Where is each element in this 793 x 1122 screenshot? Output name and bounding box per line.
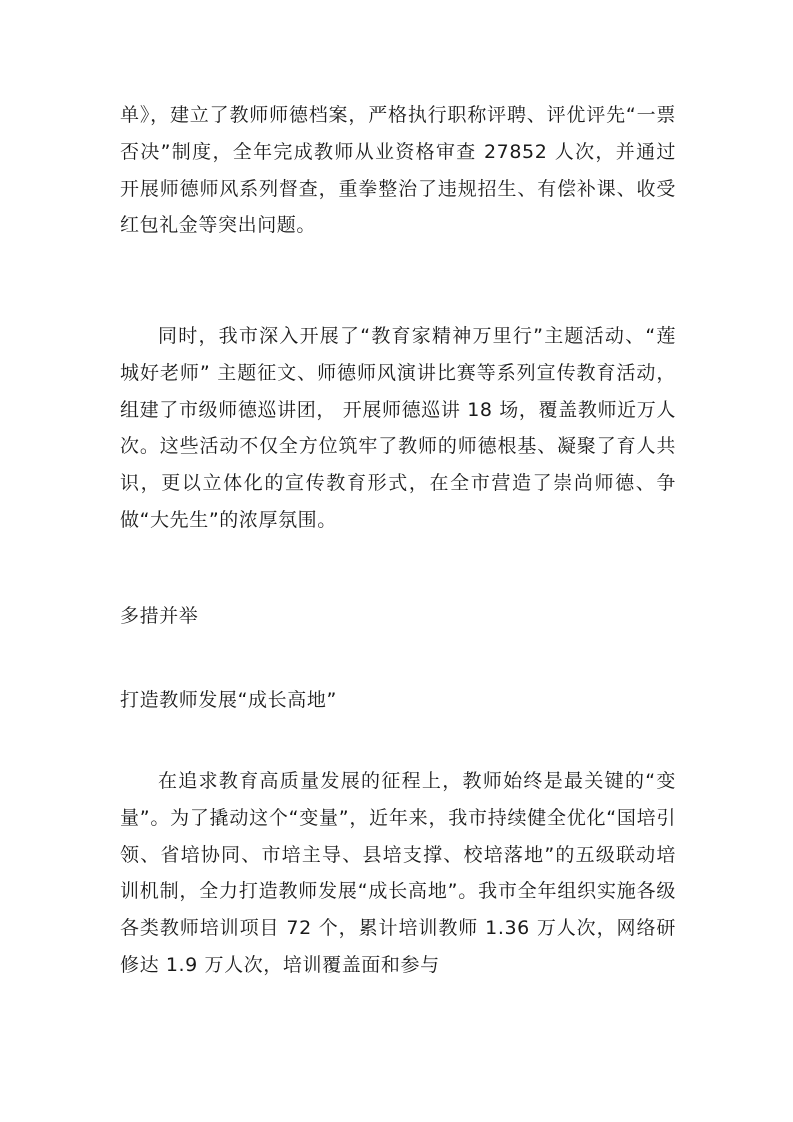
paragraph-training-mechanism: 在追求教育高质量发展的征程上，教师始终是最关键的“变量”。为了撬动这个“变量”，近年来，我市持续健全优化“国培引领、省培协同、市培主导、县培支撑、校培落地”的五级联动培训机制，全力打造教师发展“成长高地”。我市全年组织实施各级各类教师培训项目 72 个，累计培训教师 1.36 万人次，网络研修达 1.9 万人次，培训覆盖面和参与: [120, 770, 676, 976]
heading-block-2: [120, 682, 676, 719]
paragraph-propaganda-activities: 同时，我市深入开展了“教育家精神万里行”主题活动、“莲城好老师” 主题征文、师德师风演讲比赛等系列宣传教育活动，组建了市级师德巡讲团， 开展师德巡讲 18 场，覆盖教师近万人次。这些活动不仅全方位筑牢了教师的师德根基、凝聚了育人共识，更以立体化的宣传教育形式，在全市营造了崇尚师德、争做“大先生”的浓厚氛围。: [120, 325, 676, 531]
section-heading-growth-highland: 打造教师发展“成长高地”: [120, 689, 337, 711]
paragraph-block-3: [120, 763, 676, 984]
paragraph-block-1: [120, 97, 676, 244]
section-heading-measures: 多措并举: [120, 605, 199, 627]
heading-block-1: [120, 598, 676, 635]
paragraph-block-2: [120, 318, 676, 539]
paragraph-teacher-ethics-archive: 单》，建立了教师师德档案，严格执行职称评聘、评优评先“一票否决”制度，全年完成教师从业资格审查 27852 人次，并通过开展师德师风系列督查，重拳整治了违规招生、有偿补课、收受红包礼金等突出问题。: [120, 104, 676, 237]
